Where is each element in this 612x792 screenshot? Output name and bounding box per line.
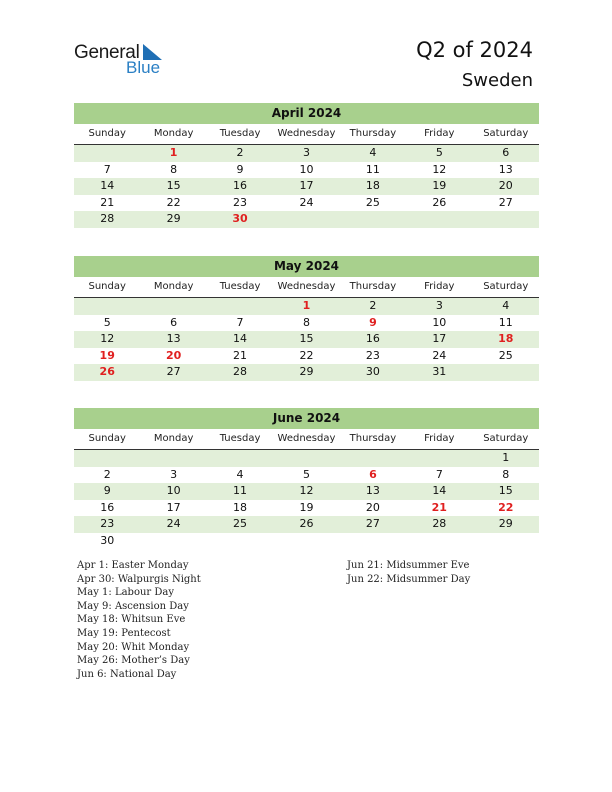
holiday-list-left bbox=[77, 559, 201, 681]
date-cell bbox=[140, 298, 206, 315]
week-row bbox=[74, 348, 539, 365]
date-cell: 24 bbox=[299, 195, 314, 209]
date-cell: 24 bbox=[432, 348, 447, 362]
weekday-label: Wednesday bbox=[277, 433, 336, 444]
date-cell: 3 bbox=[170, 467, 178, 481]
date-cell: 10 bbox=[299, 162, 314, 176]
week-row bbox=[74, 145, 539, 162]
weekday-header-row bbox=[74, 280, 539, 298]
week-row bbox=[74, 178, 539, 195]
holiday-date-cell: 6 bbox=[369, 467, 377, 481]
date-cell: 8 bbox=[170, 162, 178, 176]
week-row bbox=[74, 211, 539, 228]
date-cell: 17 bbox=[432, 332, 447, 345]
holiday-date-cell: 21 bbox=[431, 500, 447, 514]
holiday-entry: May 20: Whit Monday bbox=[77, 641, 190, 653]
date-cell: 12 bbox=[432, 162, 447, 176]
logo-general-text: General bbox=[74, 42, 140, 63]
date-cell bbox=[140, 450, 206, 467]
date-cell: 5 bbox=[302, 467, 310, 481]
date-cell: 2 bbox=[369, 299, 377, 312]
date-cell: 7 bbox=[435, 467, 443, 481]
weekday-label: Saturday bbox=[483, 281, 529, 292]
weekday-label: Monday bbox=[153, 128, 194, 139]
weekday-label: Sunday bbox=[88, 128, 126, 139]
date-cell bbox=[473, 364, 539, 381]
week-row bbox=[74, 483, 539, 500]
date-cell: 21 bbox=[233, 348, 248, 362]
date-cell bbox=[406, 450, 472, 467]
holiday-date-cell: 20 bbox=[165, 348, 182, 362]
holiday-date-cell: 30 bbox=[232, 212, 248, 225]
weekday-label: Saturday bbox=[483, 128, 529, 139]
date-cell: 15 bbox=[299, 332, 314, 345]
date-cell bbox=[207, 450, 273, 467]
date-cell: 17 bbox=[299, 179, 314, 192]
date-cell: 4 bbox=[502, 299, 510, 312]
weekday-label: Tuesday bbox=[219, 128, 261, 139]
weekday-label: Monday bbox=[153, 433, 194, 444]
date-cell: 13 bbox=[166, 332, 181, 345]
weekday-label: Saturday bbox=[483, 433, 529, 444]
date-cell: 28 bbox=[432, 517, 447, 530]
week-row bbox=[74, 315, 539, 332]
week-row bbox=[74, 162, 539, 179]
holiday-entry: Jun 6: National Day bbox=[77, 668, 177, 680]
week-row bbox=[74, 500, 539, 517]
date-cell: 5 bbox=[103, 315, 111, 329]
date-cell bbox=[473, 533, 539, 550]
date-cell: 22 bbox=[166, 195, 181, 209]
date-cell: 29 bbox=[166, 212, 181, 225]
date-cell: 18 bbox=[233, 500, 248, 514]
date-cell: 19 bbox=[299, 500, 314, 514]
date-cell bbox=[406, 211, 472, 228]
date-cell: 18 bbox=[365, 179, 380, 192]
holiday-date-cell: 9 bbox=[369, 315, 377, 329]
date-cell bbox=[340, 533, 406, 550]
date-cell bbox=[340, 450, 406, 467]
date-cell bbox=[273, 533, 339, 550]
date-cell: 21 bbox=[100, 195, 115, 209]
date-cell bbox=[340, 211, 406, 228]
date-cell: 31 bbox=[432, 365, 447, 378]
date-cell: 23 bbox=[100, 517, 115, 530]
date-cell: 16 bbox=[233, 179, 248, 192]
month-title: June 2024 bbox=[74, 408, 539, 429]
weekday-label: Monday bbox=[153, 281, 194, 292]
holiday-entry: Apr 1: Easter Monday bbox=[77, 560, 189, 571]
date-cell: 2 bbox=[236, 146, 244, 159]
holiday-entry: May 19: Pentecost bbox=[77, 627, 171, 639]
weekday-label: Sunday bbox=[88, 433, 126, 444]
month-block bbox=[74, 408, 539, 549]
month-block bbox=[74, 256, 539, 381]
date-cell: 3 bbox=[435, 299, 443, 312]
date-cell: 27 bbox=[498, 195, 513, 209]
weekday-label: Thursday bbox=[349, 128, 397, 139]
date-cell: 10 bbox=[432, 315, 447, 329]
holiday-date-cell: 19 bbox=[99, 348, 115, 362]
month-title: May 2024 bbox=[74, 256, 539, 277]
holiday-date-cell: 26 bbox=[99, 365, 115, 378]
weekday-label: Thursday bbox=[349, 433, 397, 444]
date-cell: 30 bbox=[100, 533, 115, 547]
month-title: April 2024 bbox=[74, 103, 539, 124]
date-cell: 23 bbox=[233, 195, 248, 209]
date-cell: 28 bbox=[233, 365, 248, 378]
date-cell bbox=[74, 450, 140, 467]
date-cell: 26 bbox=[299, 517, 314, 530]
date-cell: 22 bbox=[299, 348, 314, 362]
date-cell: 15 bbox=[166, 179, 181, 192]
holiday-entry: May 9: Ascension Day bbox=[77, 600, 189, 612]
date-cell bbox=[273, 450, 339, 467]
weekday-header-row bbox=[74, 127, 539, 145]
date-cell: 13 bbox=[365, 484, 380, 497]
holiday-entry: May 1: Labour Day bbox=[77, 587, 174, 599]
date-cell: 9 bbox=[103, 484, 111, 497]
holiday-entry: Apr 30: Walpurgis Night bbox=[77, 573, 201, 585]
week-row bbox=[74, 364, 539, 381]
date-cell: 6 bbox=[502, 146, 510, 159]
date-cell: 27 bbox=[365, 517, 380, 530]
holiday-entry: May 26: Mother’s Day bbox=[77, 655, 190, 667]
date-cell: 11 bbox=[233, 484, 248, 497]
date-cell: 17 bbox=[166, 500, 181, 514]
holiday-date-cell: 1 bbox=[302, 299, 311, 312]
holiday-date-cell: 22 bbox=[498, 500, 514, 514]
date-cell: 16 bbox=[365, 332, 380, 345]
weekday-label: Wednesday bbox=[277, 281, 336, 292]
date-cell bbox=[74, 145, 140, 162]
date-cell: 4 bbox=[236, 467, 244, 481]
country-name: Sweden bbox=[461, 70, 533, 91]
logo bbox=[74, 42, 174, 78]
week-row bbox=[74, 298, 539, 315]
date-cell: 2 bbox=[103, 467, 111, 481]
logo-blue-text: Blue bbox=[126, 58, 161, 77]
holiday-date-cell: 18 bbox=[498, 332, 514, 345]
date-cell bbox=[140, 533, 206, 550]
weekday-label: Friday bbox=[424, 433, 455, 444]
date-cell: 12 bbox=[299, 484, 314, 497]
date-cell: 14 bbox=[432, 484, 447, 497]
date-cell: 13 bbox=[498, 162, 513, 176]
month-block bbox=[74, 103, 539, 228]
date-cell: 5 bbox=[435, 146, 443, 159]
date-cell: 23 bbox=[365, 348, 380, 362]
week-row bbox=[74, 331, 539, 348]
date-cell bbox=[406, 533, 472, 550]
weekday-label: Wednesday bbox=[277, 128, 336, 139]
date-cell: 19 bbox=[432, 179, 447, 192]
date-cell: 11 bbox=[365, 162, 380, 176]
date-cell bbox=[273, 211, 339, 228]
weekday-label: Tuesday bbox=[219, 281, 261, 292]
week-row bbox=[74, 467, 539, 484]
date-cell: 14 bbox=[233, 332, 248, 345]
week-row bbox=[74, 533, 539, 550]
week-row bbox=[74, 450, 539, 467]
holiday-entry: May 18: Whitsun Eve bbox=[77, 614, 186, 626]
date-cell: 8 bbox=[302, 315, 310, 329]
date-cell: 6 bbox=[170, 315, 178, 329]
date-cell: 4 bbox=[369, 146, 377, 159]
date-cell: 10 bbox=[166, 484, 181, 497]
date-cell: 29 bbox=[498, 517, 513, 530]
date-cell: 11 bbox=[498, 315, 513, 329]
date-cell: 30 bbox=[365, 365, 380, 378]
weekday-header-row bbox=[74, 432, 539, 450]
date-cell bbox=[74, 298, 140, 315]
week-row bbox=[74, 516, 539, 533]
date-cell: 15 bbox=[498, 484, 513, 497]
date-cell: 1 bbox=[502, 451, 510, 464]
weekday-label: Friday bbox=[424, 281, 455, 292]
date-cell: 25 bbox=[498, 348, 513, 362]
date-cell: 7 bbox=[236, 315, 244, 329]
date-cell: 20 bbox=[498, 179, 513, 192]
holiday-entry: Jun 21: Midsummer Eve bbox=[347, 560, 470, 571]
date-cell: 3 bbox=[302, 146, 310, 159]
date-cell: 14 bbox=[100, 179, 115, 192]
holiday-list-right bbox=[347, 559, 470, 586]
weekday-label: Tuesday bbox=[219, 433, 261, 444]
holiday-date-cell: 1 bbox=[169, 146, 178, 159]
weekday-label: Thursday bbox=[349, 281, 397, 292]
date-cell: 25 bbox=[233, 517, 248, 530]
date-cell: 25 bbox=[365, 195, 380, 209]
date-cell: 16 bbox=[100, 500, 115, 514]
date-cell bbox=[207, 533, 273, 550]
date-cell: 20 bbox=[365, 500, 380, 514]
date-cell: 28 bbox=[100, 212, 115, 225]
holiday-entry: Jun 22: Midsummer Day bbox=[347, 573, 471, 585]
date-cell bbox=[473, 211, 539, 228]
date-cell: 29 bbox=[299, 365, 314, 378]
date-cell: 27 bbox=[166, 365, 181, 378]
page-title: Q2 of 2024 bbox=[416, 38, 533, 62]
date-cell bbox=[207, 298, 273, 315]
date-cell: 24 bbox=[166, 517, 181, 530]
date-cell: 26 bbox=[432, 195, 447, 209]
date-cell: 12 bbox=[100, 332, 115, 345]
date-cell: 8 bbox=[502, 467, 510, 481]
date-cell: 9 bbox=[236, 162, 244, 176]
week-row bbox=[74, 195, 539, 212]
weekday-label: Friday bbox=[424, 128, 455, 139]
weekday-label: Sunday bbox=[88, 281, 126, 292]
date-cell: 7 bbox=[103, 162, 111, 176]
